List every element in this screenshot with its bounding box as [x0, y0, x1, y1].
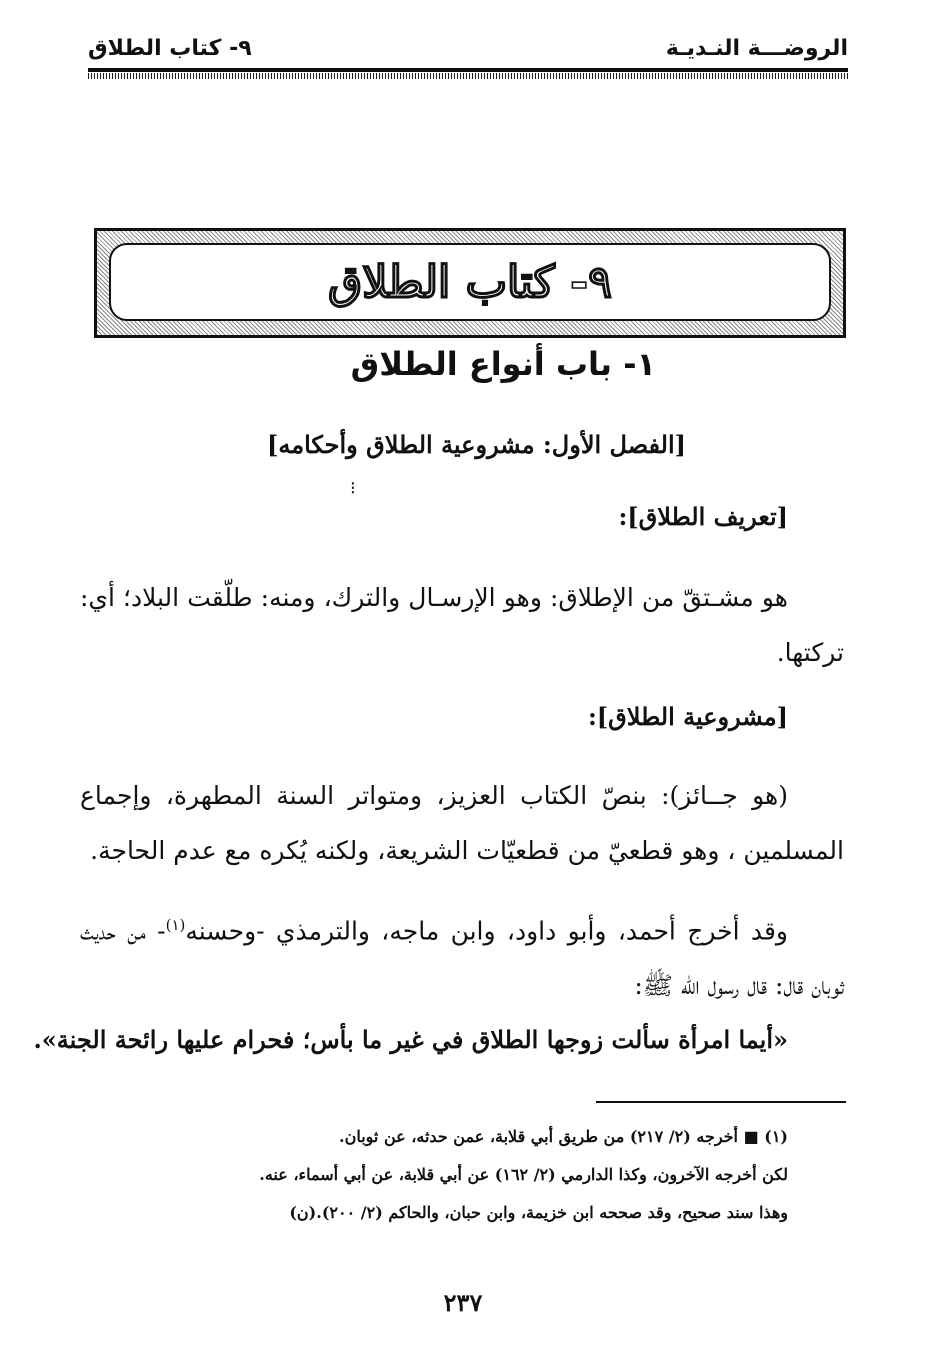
footnote-line-3: وهذا سند صحيح، وقد صححه ابن خزيمة، وابن حبان، والحاكم (٢/ ٢٠٠).(ن)	[289, 1203, 788, 1222]
hadith-text: «أيما امرأة سألت زوجها الطلاق في غير ما بأس؛ فحرام عليها رائحة الجنة».	[33, 1025, 788, 1054]
legitimacy-paragraph: (هو جــائز): بنصّ الكتاب العزيز، ومتواتر السنة المطهرة، وإجماع المسلمين ، وهو قطعيّ من قطعيّات الشريعة، ولكنه يُكره مع عدم الحاجة.	[80, 781, 844, 865]
page-number: ٢٣٧	[443, 1288, 483, 1317]
narration-text-after: - من حديث ثوبان قال: قال رسول الله ﷺ:	[80, 916, 844, 1001]
stray-mark: ⁝	[350, 478, 356, 499]
book-title-box	[94, 228, 846, 338]
book-title: الروضـــة النـديـة	[665, 36, 848, 61]
definition-paragraph: هو مشـتقّ من الإطلاق: وهو الإرسـال والترك، ومنه: طلّقت البلاد؛ أي: تركتها.	[80, 583, 844, 667]
header-hatch-rule	[88, 73, 848, 79]
narration-paragraph	[80, 898, 844, 1013]
footnote-ref: (١)	[165, 916, 186, 934]
title-frame	[109, 243, 831, 321]
section-heading: [الفصل الأول: مشروعية الطلاق وأحكامه]	[266, 430, 686, 459]
chapter-title-header: ٩- كتاب الطلاق	[88, 36, 252, 61]
narration-text-before: وقد أخرج أحمد، وأبو داود، وابن ماجه، والترمذي -وحسنه	[185, 916, 789, 946]
running-header	[88, 30, 848, 74]
header-rule	[88, 68, 848, 72]
book-title-text: ٩- كتاب الطلاق	[328, 256, 612, 308]
footnote-line-1: (١) ■ أخرجه (٢/ ٢١٧) من طريق أبي قلابة، عمن حدثه، عن ثوبان.	[339, 1127, 788, 1146]
legitimacy-heading: [مشروعية الطلاق]:	[587, 702, 788, 731]
definition-heading: [تعريف الطلاق]:	[618, 502, 788, 531]
footnote-rule	[596, 1101, 846, 1103]
footnote-line-2: لكن أخرجه الآخرون، وكذا الدارمي (٢/ ١٦٢) عن أبي قلابة، عن أبي أسماء، عنه.	[259, 1165, 788, 1184]
chapter-heading: ١- باب أنواع الطلاق	[350, 345, 656, 383]
